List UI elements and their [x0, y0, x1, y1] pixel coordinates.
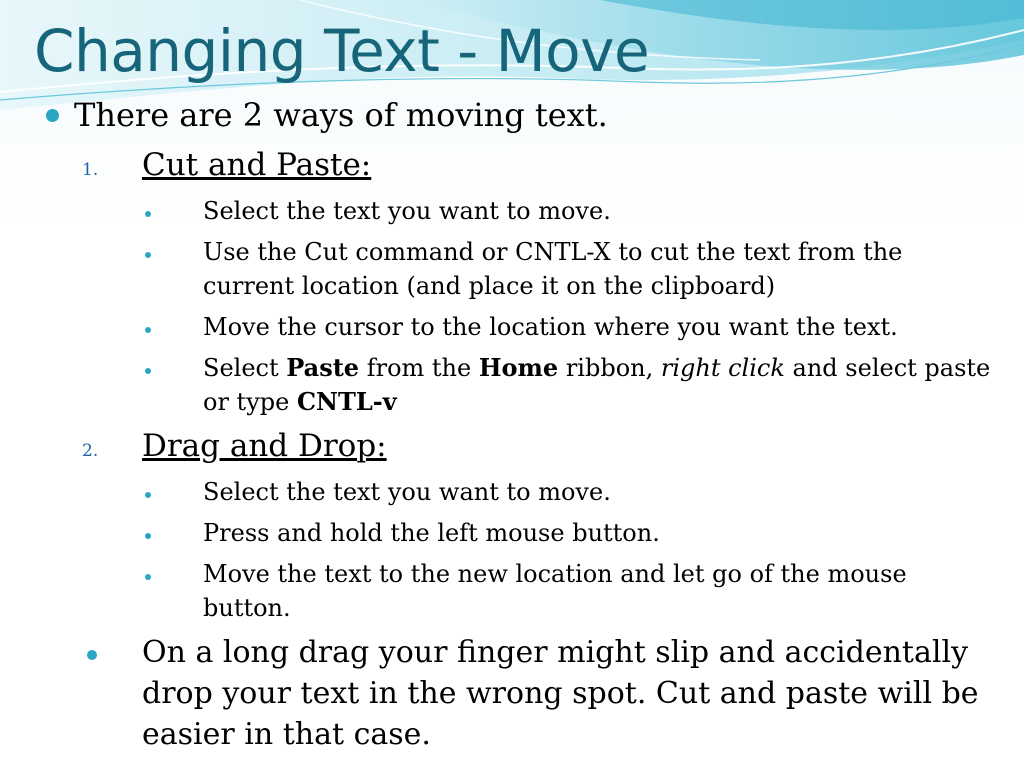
list-item: Move the text to the new location and let go of the mouse [203, 560, 907, 588]
list-item: Move the cursor to the location where you want the text. [203, 313, 898, 341]
text-run: ribbon, [558, 354, 661, 382]
list-item-continuation: current location (and place it on the clipboard) [203, 272, 776, 300]
bold-text-paste: Paste [286, 353, 360, 382]
section-number: 2. [82, 441, 99, 461]
section-number: 1. [82, 160, 99, 180]
text-run: from the [359, 354, 479, 382]
bullet-icon [145, 211, 151, 217]
bullet-icon [145, 327, 151, 333]
bullet-icon [46, 109, 59, 122]
bold-text-home: Home [478, 353, 559, 382]
list-item: Select the text you want to move. [203, 478, 611, 506]
list-item: Use the Cut command or CNTL-X to cut the text from the [203, 238, 903, 266]
slide-title: Changing Text - Move [34, 17, 650, 85]
note-line: easier in that case. [142, 717, 431, 752]
bullet-icon [145, 368, 151, 374]
text-run: and select paste [784, 354, 991, 382]
section-heading-cut-paste: Cut and Paste: [142, 147, 372, 183]
text-run: or type [203, 388, 297, 416]
bullet-icon [87, 650, 97, 660]
bold-text-cntl-v: CNTL-v [296, 387, 397, 416]
text-run: Select [203, 354, 287, 382]
bullet-icon [145, 533, 151, 539]
bullet-icon [145, 492, 151, 498]
note-line: drop your text in the wrong spot. Cut and paste will be [142, 676, 979, 711]
list-item: Press and hold the left mouse button. [203, 519, 660, 547]
list-item-continuation [203, 388, 397, 417]
note-line: On a long drag your finger might slip and accidentally [142, 635, 969, 670]
section-heading-drag-drop: Drag and Drop: [142, 428, 387, 464]
list-item: Select the text you want to move. [203, 197, 611, 225]
bullet-icon [145, 574, 151, 580]
list-item-paste-instructions [203, 354, 990, 383]
intro-text: There are 2 ways of moving text. [74, 96, 608, 134]
italic-text-right-click: right click [660, 354, 785, 382]
list-item-continuation: button. [203, 594, 291, 622]
bullet-icon [145, 252, 151, 258]
